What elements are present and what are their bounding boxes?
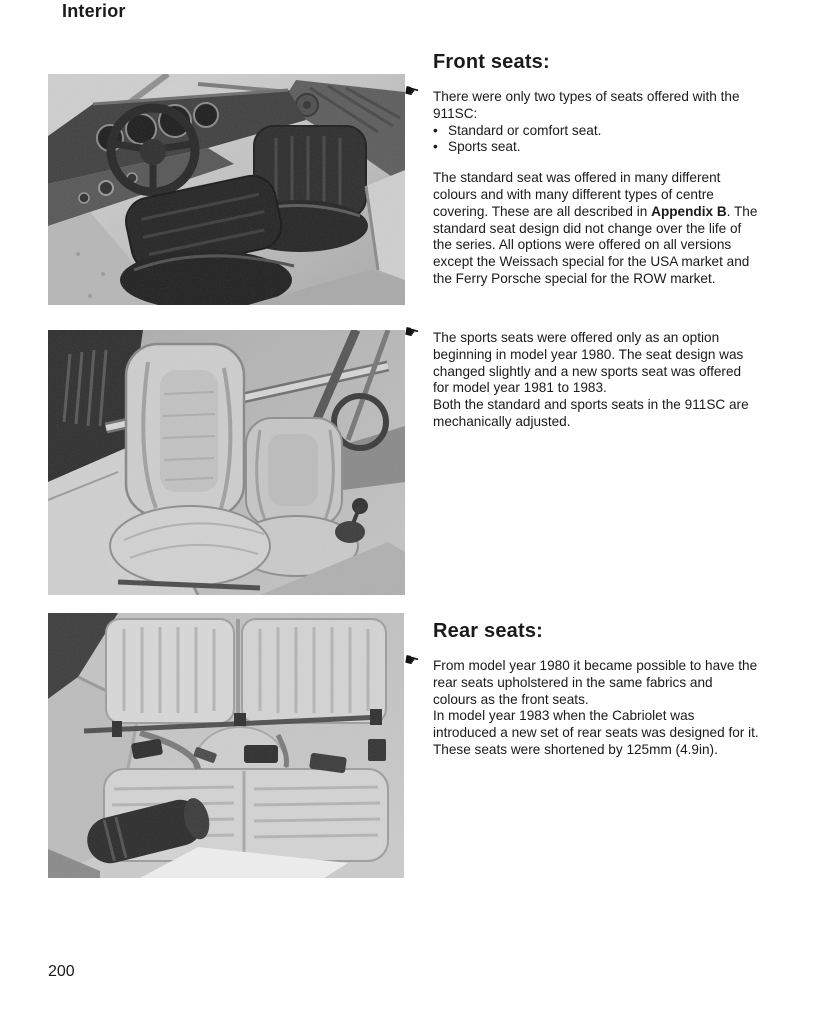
adjustment-paragraph: Both the standard and sports seats in the 911SC are mechanically adjusted.	[433, 397, 749, 429]
manicule-icon: ☛	[401, 80, 422, 103]
manicule-icon: ☛	[401, 321, 422, 344]
rear-seats-heading: Rear seats:	[433, 620, 544, 642]
list-item-label: Sports seat.	[448, 139, 521, 155]
seat-types-list	[433, 123, 759, 157]
section-sports-seats	[401, 321, 759, 431]
photo-sports-seats	[48, 330, 405, 595]
list-item-label: Standard or comfort seat.	[448, 122, 602, 138]
manicule-icon: ☛	[401, 649, 422, 672]
standard-seats-photo-art	[48, 74, 405, 305]
page-number: 200	[48, 963, 75, 980]
list-item	[433, 123, 759, 140]
section-front-seats	[401, 51, 759, 288]
cabriolet-paragraph: In model year 1983 when the Cabriolet was introduced a new set of rear seats was designed for it. These seats were shortened by 125mm (4.9in).	[433, 708, 759, 757]
bullet-icon: •	[433, 122, 438, 138]
paragraph-text: . The standard seat design did not change over the life of the series. All options were offered on all versions except the Weissach special for the USA market and the Ferry Porsche special for the ROW market.	[433, 203, 758, 286]
list-item	[433, 139, 759, 156]
standard-seat-paragraph	[433, 170, 759, 288]
page-header: Interior	[62, 1, 126, 21]
sports-seat-paragraph: The sports seats were offered only as an option beginning in model year 1980. The seat design was changed slightly and a new sports seat was offered for model year 1981 to 1983.	[433, 330, 744, 396]
photo-standard-seats-interior	[48, 74, 405, 305]
rear-fabrics-paragraph: From model year 1980 it became possible to have the rear seats upholstered in the same fabrics and colours as the front seats.	[433, 658, 758, 707]
paragraph-text: The standard seat was offered in many different colours and with many different types of centre covering. These are all described in	[433, 170, 721, 219]
front-seats-heading: Front seats:	[433, 51, 550, 73]
rear-seats-photo-art	[48, 613, 404, 878]
sports-seats-photo-art	[48, 330, 405, 595]
appendix-reference: Appendix B	[651, 203, 727, 219]
front-seats-intro: There were only two types of seats offered with the 911SC:	[433, 89, 740, 121]
photo-rear-seats	[48, 613, 404, 878]
bullet-icon: •	[433, 139, 438, 155]
section-rear-seats	[401, 620, 759, 759]
